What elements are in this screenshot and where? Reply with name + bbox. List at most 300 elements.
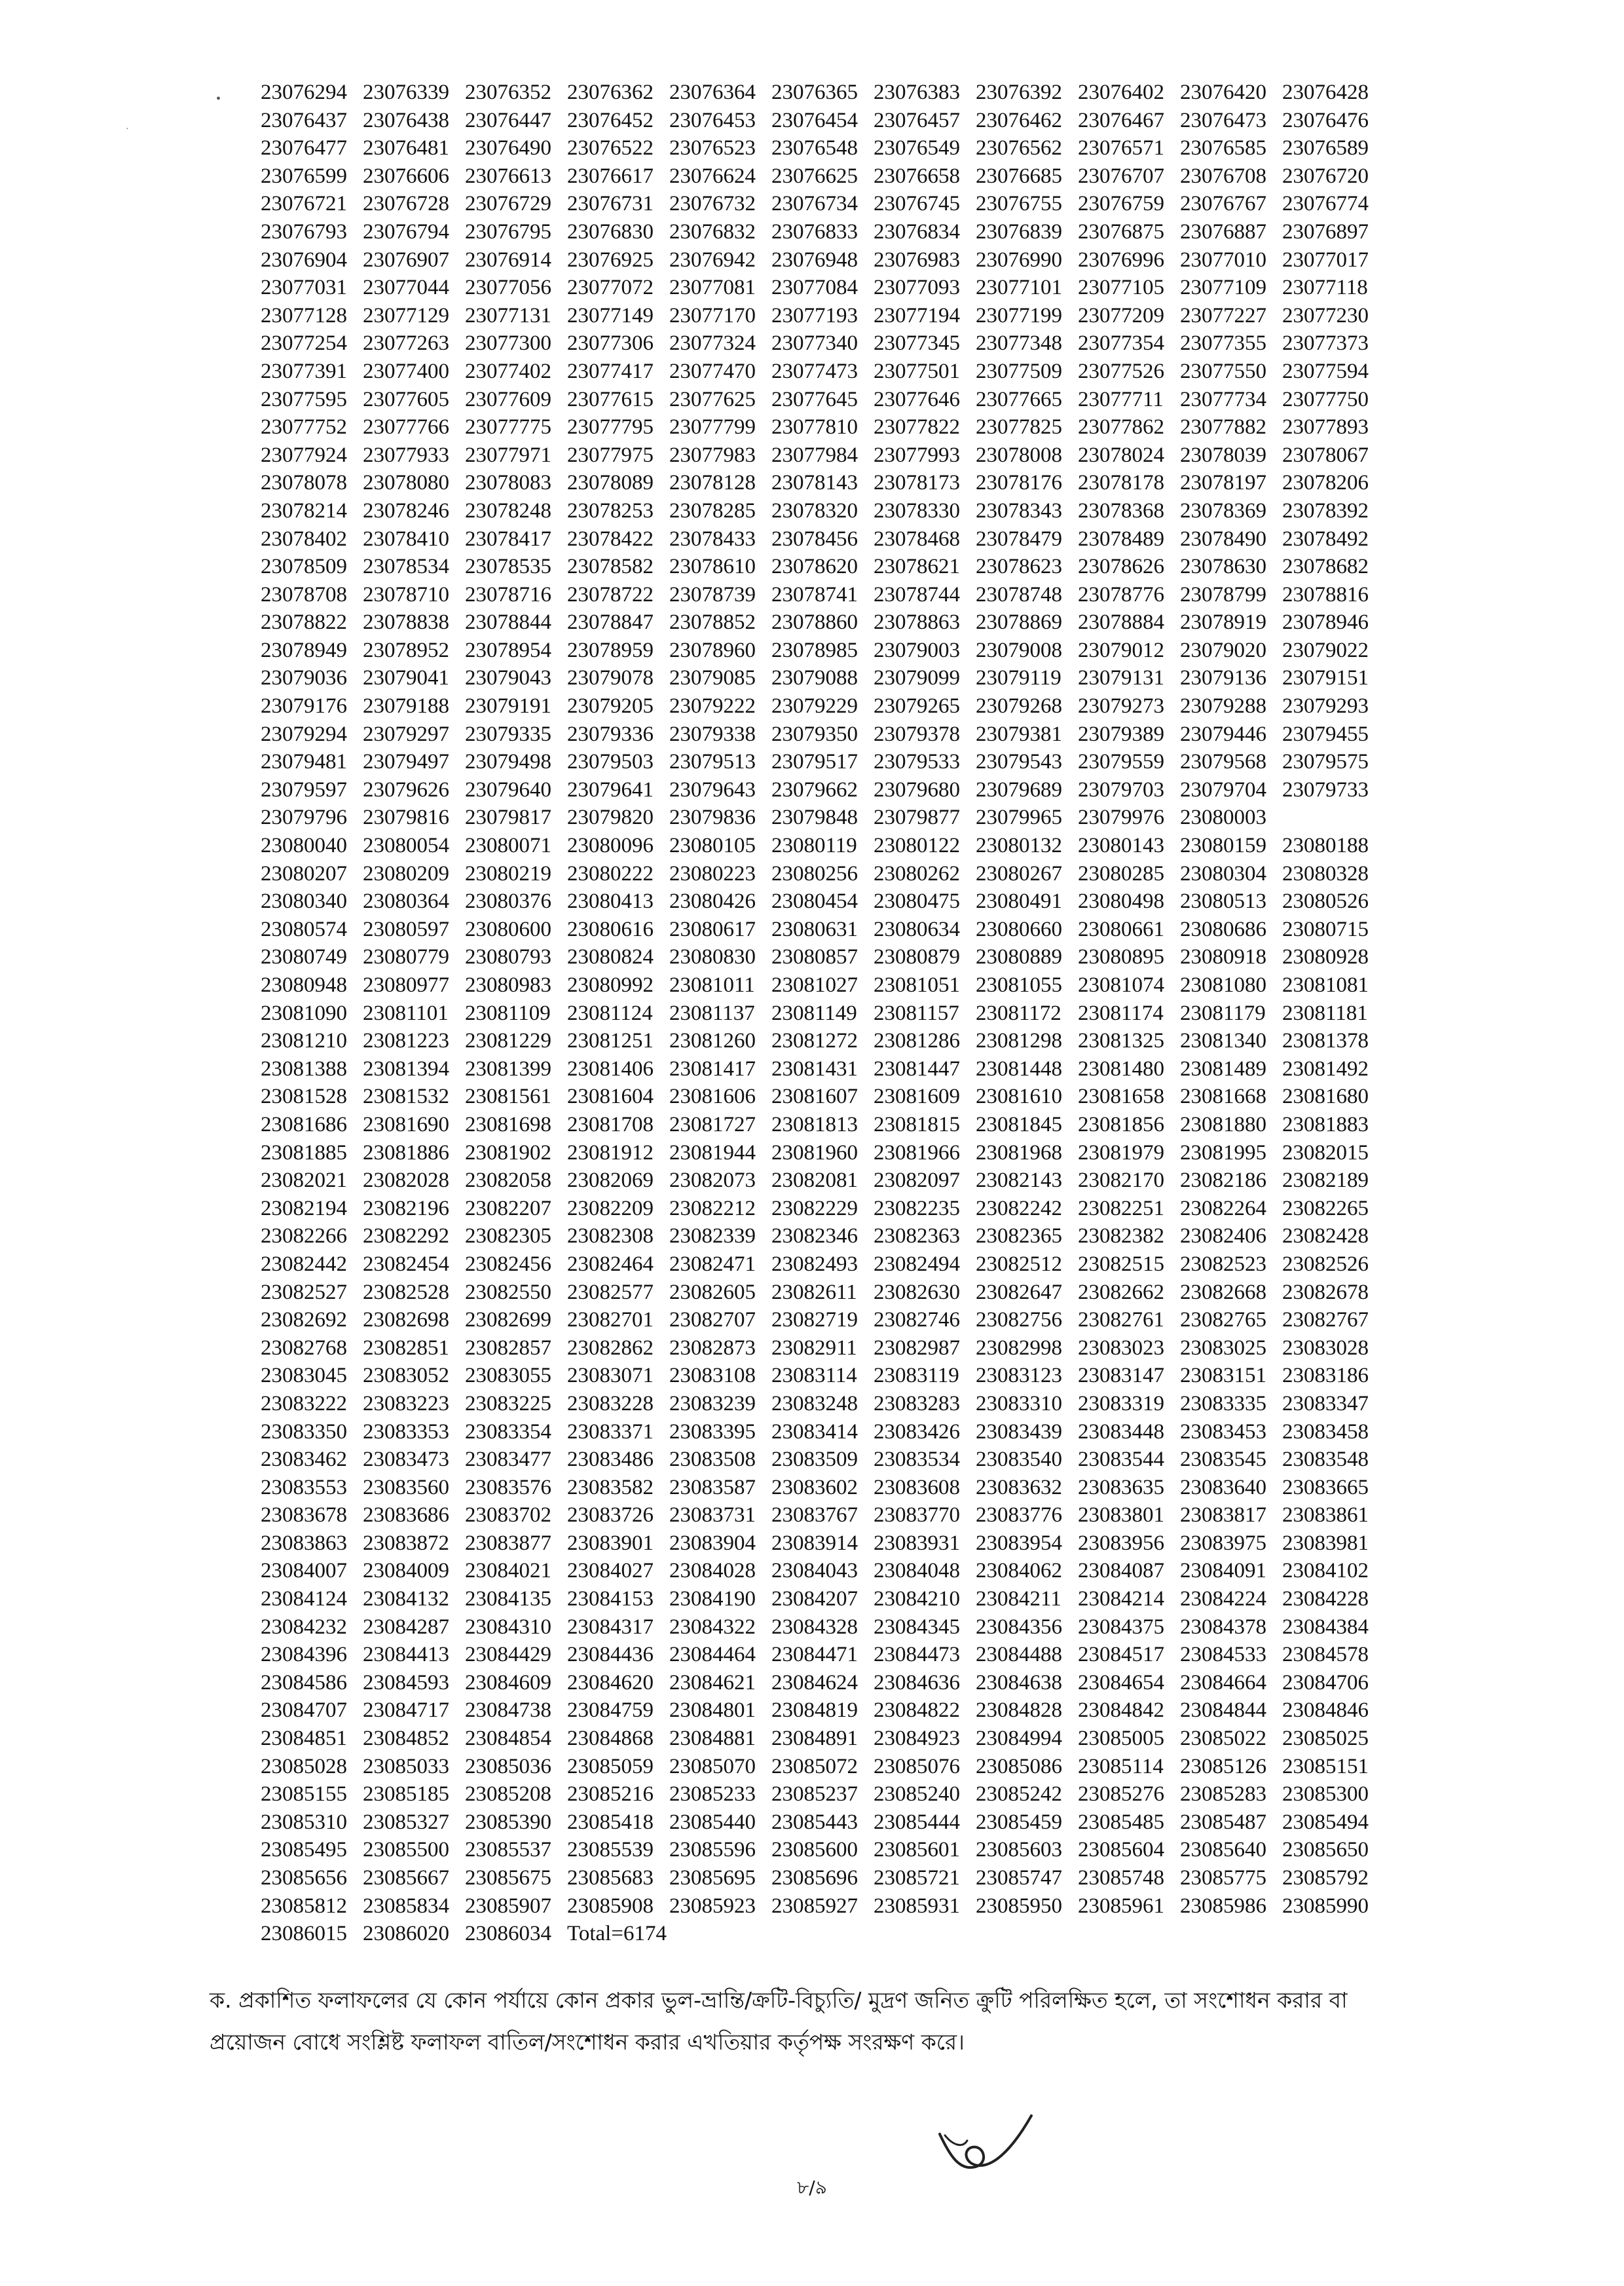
roll-number: 23078621	[874, 555, 960, 579]
roll-number: 23084322	[669, 1615, 756, 1639]
roll-row	[261, 1474, 1387, 1502]
roll-number: 23079733	[1282, 778, 1369, 802]
roll-number: 23081995	[1180, 1140, 1266, 1165]
roll-number: 23076793	[261, 219, 347, 244]
roll-number: 23085022	[1180, 1727, 1266, 1751]
roll-row	[261, 218, 1387, 246]
roll-number: 23078402	[261, 527, 347, 551]
roll-number: 23079008	[976, 638, 1062, 662]
roll-row	[261, 553, 1387, 581]
roll-number: 23084586	[261, 1670, 347, 1695]
roll-number: 23084436	[567, 1643, 654, 1667]
roll-row	[261, 329, 1387, 358]
roll-number: 23083023	[1078, 1336, 1164, 1360]
roll-number: 23085675	[465, 1866, 551, 1890]
roll-number: 23076708	[1180, 164, 1266, 188]
roll-number: 23085494	[1282, 1810, 1369, 1834]
roll-number: 23078422	[567, 527, 654, 551]
roll-number: 23080188	[1282, 834, 1369, 858]
roll-number: 23076428	[1282, 81, 1369, 104]
roll-number: 23082207	[465, 1196, 551, 1220]
roll-number: 23085695	[669, 1866, 756, 1890]
roll-number: 23078847	[567, 610, 654, 635]
roll-number: 23078206	[1282, 471, 1369, 495]
roll-number: 23077509	[976, 359, 1062, 383]
roll-number: 23076562	[976, 136, 1062, 160]
roll-number: 23080631	[771, 917, 858, 941]
roll-number: 23076759	[1078, 192, 1164, 216]
roll-row	[261, 1250, 1387, 1279]
roll-number: 23085990	[1282, 1894, 1369, 1918]
roll-number: 23079626	[363, 778, 449, 802]
roll-number: 23078368	[1078, 498, 1164, 523]
roll-number: 23076549	[874, 136, 960, 160]
roll-row	[261, 832, 1387, 860]
roll-row	[261, 692, 1387, 721]
roll-number: 23082264	[1180, 1196, 1266, 1220]
roll-number: 23082668	[1180, 1280, 1266, 1304]
roll-number: 23076983	[874, 248, 960, 272]
roll-number: 23085033	[363, 1754, 449, 1778]
roll-number: 23080661	[1078, 917, 1164, 941]
roll-number: 23085601	[874, 1838, 960, 1862]
roll-number: 23076473	[1180, 108, 1266, 132]
roll-number: 23083509	[771, 1448, 858, 1472]
roll-number: 23081260	[669, 1029, 756, 1053]
roll-number: 23079680	[874, 778, 960, 802]
roll-number: 23081229	[465, 1029, 551, 1053]
roll-number: 23084384	[1282, 1615, 1369, 1639]
roll-number: 23084009	[363, 1559, 449, 1583]
roll-number: 23076617	[567, 164, 654, 188]
roll-number: 23076457	[874, 108, 960, 132]
roll-number: 23081489	[1180, 1057, 1266, 1081]
roll-number: 23078630	[1180, 555, 1266, 579]
roll-number: 23085961	[1078, 1894, 1164, 1918]
roll-number: 23081561	[465, 1085, 551, 1109]
roll-number: 23083767	[771, 1503, 858, 1527]
total-count: Total=6174	[567, 1922, 667, 1946]
roll-number: 23085721	[874, 1866, 960, 1890]
roll-number: 23080597	[363, 917, 449, 941]
roll-number: 23079265	[874, 694, 960, 719]
roll-number: 23080574	[261, 917, 347, 941]
roll-number: 23078623	[976, 555, 1062, 579]
roll-number: 23084153	[567, 1587, 654, 1611]
roll-number: 23079191	[465, 694, 551, 719]
roll-number: 23079022	[1282, 638, 1369, 662]
roll-number: 23085233	[669, 1782, 756, 1807]
roll-row	[261, 386, 1387, 414]
roll-row	[261, 971, 1387, 1000]
roll-number: 23078863	[874, 610, 960, 635]
roll-number: 23077170	[669, 303, 756, 328]
roll-number: 23085028	[261, 1754, 347, 1778]
roll-number: 23080454	[771, 890, 858, 914]
roll-number: 23082170	[1078, 1169, 1164, 1193]
roll-number: 23085812	[261, 1894, 347, 1918]
roll-number: 23081179	[1180, 1001, 1266, 1025]
roll-number: 23078816	[1282, 582, 1369, 607]
roll-number: 23081109	[465, 1001, 551, 1025]
roll-number: 23081698	[465, 1112, 551, 1136]
roll-number: 23079136	[1180, 666, 1266, 690]
roll-number: 23078682	[1282, 555, 1369, 579]
roll-number: 23081856	[1078, 1112, 1164, 1136]
roll-number: 23082442	[261, 1252, 347, 1276]
roll-number: 23082998	[976, 1336, 1062, 1360]
roll-number: 23085025	[1282, 1727, 1369, 1751]
roll-number: 23085005	[1078, 1727, 1164, 1751]
roll-number: 23078748	[976, 582, 1062, 607]
roll-number: 23081912	[567, 1140, 654, 1165]
roll-number: 23078410	[363, 527, 449, 551]
roll-number: 23082862	[567, 1336, 654, 1360]
roll-number: 23083426	[874, 1419, 960, 1444]
roll-number: 23085300	[1282, 1782, 1369, 1807]
roll-row	[261, 413, 1387, 441]
roll-number: 23079597	[261, 778, 347, 802]
roll-number: 23083347	[1282, 1391, 1369, 1415]
roll-number: 23083508	[669, 1448, 756, 1472]
roll-number: 23078799	[1180, 582, 1266, 607]
roll-number: 23077470	[669, 359, 756, 383]
roll-number: 23082428	[1282, 1224, 1369, 1248]
roll-number: 23077526	[1078, 359, 1164, 383]
roll-number: 23083123	[976, 1364, 1062, 1388]
roll-number: 23079498	[465, 750, 551, 774]
roll-number: 23085076	[874, 1754, 960, 1778]
roll-number: 23084636	[874, 1670, 960, 1695]
roll-number: 23078535	[465, 555, 551, 579]
roll-number: 23079003	[874, 638, 960, 662]
roll-number: 23078468	[874, 527, 960, 551]
roll-number: 23077056	[465, 276, 551, 300]
roll-number: 23077072	[567, 276, 654, 300]
roll-number: 23079877	[874, 806, 960, 830]
roll-number: 23076794	[363, 219, 449, 244]
roll-number: 23079205	[567, 694, 654, 719]
roll-number: 23083228	[567, 1391, 654, 1415]
roll-number: 23080513	[1180, 890, 1266, 914]
roll-number: 23080660	[976, 917, 1062, 941]
roll-number: 23085600	[771, 1838, 858, 1862]
roll-number: 23084378	[1180, 1615, 1266, 1639]
roll-number: 23081388	[261, 1057, 347, 1081]
roll-number: 23079131	[1078, 666, 1164, 690]
roll-number: 23079965	[976, 806, 1062, 830]
roll-number: 23083534	[874, 1448, 960, 1472]
roll-row	[261, 721, 1387, 749]
roll-row	[261, 1418, 1387, 1446]
roll-row	[261, 1111, 1387, 1139]
roll-number: 23079976	[1078, 806, 1164, 830]
roll-number: 23082235	[874, 1196, 960, 1220]
roll-number: 23083553	[261, 1475, 347, 1499]
roll-number: 23080749	[261, 945, 347, 969]
roll-number: 23079381	[976, 722, 1062, 746]
roll-number: 23076548	[771, 136, 858, 160]
roll-number: 23085667	[363, 1866, 449, 1890]
roll-number: 23079188	[363, 694, 449, 719]
roll-number: 23079151	[1282, 666, 1369, 690]
roll-number: 23079559	[1078, 750, 1164, 774]
roll-row	[261, 1557, 1387, 1585]
roll-number: 23080159	[1180, 834, 1266, 858]
roll-number: 23081399	[465, 1057, 551, 1081]
roll-number: 23081492	[1282, 1057, 1369, 1081]
roll-number: 23080209	[363, 861, 449, 886]
roll-number: 23082719	[771, 1308, 858, 1332]
roll-number: 23076362	[567, 81, 654, 104]
roll-number: 23076571	[1078, 136, 1164, 160]
roll-number: 23080779	[363, 945, 449, 969]
roll-number: 23081174	[1078, 1001, 1164, 1025]
roll-number: 23076707	[1078, 164, 1164, 188]
roll-number: 23081604	[567, 1085, 654, 1109]
roll-row	[261, 1027, 1387, 1055]
roll-number: 23085072	[771, 1754, 858, 1778]
roll-number: 23077711	[1078, 387, 1164, 411]
roll-number: 23078954	[465, 638, 551, 662]
roll-number: 23085907	[465, 1894, 551, 1918]
roll-number: 23081815	[874, 1112, 960, 1136]
roll-number: 23078744	[874, 582, 960, 607]
page-number: ৮/৯	[797, 2177, 827, 2198]
roll-number: 23080526	[1282, 890, 1369, 914]
roll-number: 23082692	[261, 1308, 347, 1332]
roll-number: 23081668	[1180, 1085, 1266, 1109]
roll-number: 23076721	[261, 192, 347, 216]
roll-number: 23079543	[976, 750, 1062, 774]
roll-number: 23077355	[1180, 331, 1266, 356]
roll-number: 23083540	[976, 1448, 1062, 1472]
roll-number: 23081480	[1078, 1057, 1164, 1081]
roll-number: 23077993	[874, 443, 960, 467]
roll-number: 23080715	[1282, 917, 1369, 941]
roll-number: 23083582	[567, 1475, 654, 1499]
roll-number: 23083548	[1282, 1448, 1369, 1472]
roll-number: 23078838	[363, 610, 449, 635]
roll-row	[261, 1753, 1387, 1781]
roll-number: 23076606	[363, 164, 449, 188]
roll-number: 23077501	[874, 359, 960, 383]
roll-number: 23077131	[465, 303, 551, 328]
roll-number: 23080223	[669, 861, 756, 886]
roll-number: 23076383	[874, 81, 960, 104]
roll-number: 23083731	[669, 1503, 756, 1527]
roll-number: 23081272	[771, 1029, 858, 1053]
roll-number: 23083353	[363, 1419, 449, 1444]
roll-number: 23085683	[567, 1866, 654, 1890]
roll-number: 23082526	[1282, 1252, 1369, 1276]
roll-number: 23084624	[771, 1670, 858, 1695]
roll-number: 23083817	[1180, 1503, 1266, 1527]
roll-number: 23078479	[976, 527, 1062, 551]
roll-number: 23083462	[261, 1448, 347, 1472]
roll-number: 23084638	[976, 1670, 1062, 1695]
roll-number: 23077017	[1282, 248, 1369, 272]
roll-number: 23084923	[874, 1727, 960, 1751]
roll-number: 23083975	[1180, 1531, 1266, 1555]
roll-number: 23085487	[1180, 1810, 1266, 1834]
roll-number: 23078722	[567, 582, 654, 607]
roll-number: 23080983	[465, 973, 551, 997]
roll-row	[261, 1808, 1387, 1837]
roll-number: 23078330	[874, 498, 960, 523]
roll-number: 23084846	[1282, 1698, 1369, 1723]
roll-number: 23079820	[567, 806, 654, 830]
roll-number: 23077010	[1180, 248, 1266, 272]
roll-number: 23079273	[1078, 694, 1164, 719]
roll-number: 23082305	[465, 1224, 551, 1248]
roll-number: 23079455	[1282, 722, 1369, 746]
roll-number: 23078946	[1282, 610, 1369, 635]
roll-number: 23084819	[771, 1698, 858, 1723]
roll-number: 23077893	[1282, 415, 1369, 440]
roll-number: 23082678	[1282, 1280, 1369, 1304]
roll-number: 23081051	[874, 973, 960, 997]
roll-number: 23076523	[669, 136, 756, 160]
roll-number: 23079293	[1282, 694, 1369, 719]
roll-number: 23086020	[363, 1922, 449, 1946]
roll-number: 23084828	[976, 1698, 1062, 1723]
roll-number: 23083702	[465, 1503, 551, 1527]
roll-number: 23076476	[1282, 108, 1369, 132]
roll-number: 23078176	[976, 471, 1062, 495]
roll-number: 23083108	[669, 1364, 756, 1388]
roll-number: 23080256	[771, 861, 858, 886]
roll-number: 23078534	[363, 555, 449, 579]
roll-number: 23078860	[771, 610, 858, 635]
roll-number: 23084087	[1078, 1559, 1164, 1583]
roll-number: 23076624	[669, 164, 756, 188]
roll-row	[261, 1334, 1387, 1362]
roll-number: 23083477	[465, 1448, 551, 1472]
roll-number: 23080918	[1180, 945, 1266, 969]
roll-number: 23077373	[1282, 331, 1369, 356]
roll-number: 23085126	[1180, 1754, 1266, 1778]
roll-number: 23079703	[1078, 778, 1164, 802]
roll-number: 23083981	[1282, 1531, 1369, 1555]
roll-number: 23083776	[976, 1503, 1062, 1527]
roll-number: 23078852	[669, 610, 756, 635]
roll-number: 23082456	[465, 1252, 551, 1276]
roll-number: 23082761	[1078, 1308, 1164, 1332]
roll-number: 23081968	[976, 1140, 1062, 1165]
roll-number: 23082698	[363, 1308, 449, 1332]
roll-number: 23081708	[567, 1112, 654, 1136]
roll-number: 23077324	[669, 331, 756, 356]
roll-row	[261, 888, 1387, 916]
roll-number: 23081074	[1078, 973, 1164, 997]
roll-number: 23083439	[976, 1419, 1062, 1444]
roll-row	[261, 1864, 1387, 1892]
roll-number: 23084356	[976, 1615, 1062, 1639]
roll-number: 23083350	[261, 1419, 347, 1444]
roll-number: 23085923	[669, 1894, 756, 1918]
roll-number: 23077348	[976, 331, 1062, 356]
roll-number: 23078610	[669, 555, 756, 579]
roll-number: 23082857	[465, 1336, 551, 1360]
roll-number: 23080054	[363, 834, 449, 858]
roll-number: 23079335	[465, 722, 551, 746]
roll-number: 23084881	[669, 1727, 756, 1751]
roll-number: 23082365	[976, 1224, 1062, 1248]
roll-number: 23079817	[465, 806, 551, 830]
roll-number: 23085237	[771, 1782, 858, 1807]
roll-number: 23078822	[261, 610, 347, 635]
roll-number: 23079481	[261, 750, 347, 774]
roll-number: 23084759	[567, 1698, 654, 1723]
roll-number: 23076452	[567, 108, 654, 132]
roll-number: 23077810	[771, 415, 858, 440]
roll-number: 23080413	[567, 890, 654, 914]
roll-number: 23076339	[363, 81, 449, 104]
roll-number: 23076490	[465, 136, 551, 160]
roll-row	[261, 1669, 1387, 1697]
roll-row	[261, 1529, 1387, 1558]
roll-number: 23082058	[465, 1169, 551, 1193]
roll-row	[261, 637, 1387, 665]
roll-number: 23081080	[1180, 973, 1266, 997]
roll-number: 23078952	[363, 638, 449, 662]
roll-number: 23082406	[1180, 1224, 1266, 1248]
roll-number: 23082266	[261, 1224, 347, 1248]
roll-number: 23078089	[567, 471, 654, 495]
roll-number: 23085242	[976, 1782, 1062, 1807]
roll-number: 23079099	[874, 666, 960, 690]
roll-number: 23082339	[669, 1224, 756, 1248]
roll-number: 23077605	[363, 387, 449, 411]
roll-number: 23077825	[976, 415, 1062, 440]
roll-number: 23079336	[567, 722, 654, 746]
roll-number: 23076887	[1180, 219, 1266, 244]
roll-number: 23081686	[261, 1112, 347, 1136]
roll-number: 23077044	[363, 276, 449, 300]
roll-number: 23076907	[363, 248, 449, 272]
roll-number: 23084375	[1078, 1615, 1164, 1639]
roll-number: 23083486	[567, 1448, 654, 1472]
roll-number: 23080686	[1180, 917, 1266, 941]
roll-number: 23083587	[669, 1475, 756, 1499]
roll-number: 23076731	[567, 192, 654, 216]
roll-number: 23077230	[1282, 303, 1369, 328]
roll-number: 23080879	[874, 945, 960, 969]
roll-number: 23079229	[771, 694, 858, 719]
roll-number: 23084232	[261, 1615, 347, 1639]
roll-number: 23082494	[874, 1252, 960, 1276]
roll-number: 23085986	[1180, 1894, 1266, 1918]
roll-number: 23083025	[1180, 1336, 1266, 1360]
roll-number: 23077665	[976, 387, 1062, 411]
roll-number: 23076454	[771, 108, 858, 132]
roll-number: 23080267	[976, 861, 1062, 886]
roll-number: 23076589	[1282, 136, 1369, 160]
roll-number: 23081340	[1180, 1029, 1266, 1053]
roll-row	[261, 1139, 1387, 1167]
roll-number: 23076830	[567, 219, 654, 244]
roll-number: 23076834	[874, 219, 960, 244]
roll-number: 23080119	[771, 834, 857, 858]
disclaimer-line-2: প্রয়োজন বোধে সংশ্লিষ্ট ফলাফল বাতিল/সংশোধন করার এখতিয়ার কর্তৃপক্ষ সংরক্ষণ করে।	[210, 2029, 965, 2055]
roll-number: 23077752	[261, 415, 347, 440]
roll-number: 23084707	[261, 1698, 347, 1723]
roll-number: 23083448	[1078, 1419, 1164, 1444]
roll-row	[261, 1362, 1387, 1390]
roll-number: 23077924	[261, 443, 347, 467]
scan-speck: •	[216, 92, 221, 106]
